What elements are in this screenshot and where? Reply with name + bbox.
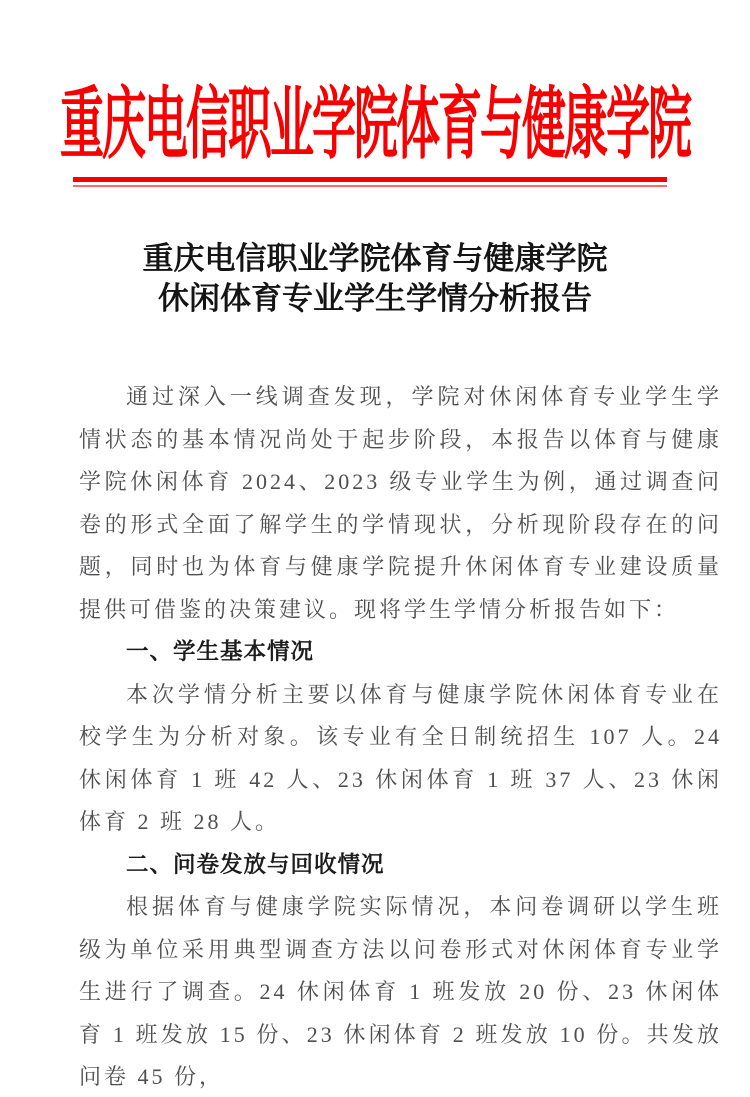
section-heading-1: 一、学生基本情况 bbox=[126, 639, 315, 664]
masthead-rule-thick bbox=[73, 177, 667, 182]
report-title bbox=[0, 239, 750, 319]
college-logo-text: 重庆电信职业学院体育与健康学院 bbox=[60, 81, 690, 169]
masthead-rule-thin bbox=[73, 185, 667, 187]
report-title-line-1: 重庆电信职业学院体育与健康学院 bbox=[142, 241, 608, 276]
section-heading-2: 二、问卷发放与回收情况 bbox=[126, 851, 385, 877]
masthead bbox=[0, 0, 750, 187]
report-title-line-2: 休闲体育专业学生学情分析报告 bbox=[158, 281, 592, 316]
intro-paragraph: 通过深入一线调查发现，学院对休闲体育专业学生学情状态的基本情况尚处于起步阶段，本报告以体育与健康学院休闲体育 2024、2023 级专业学生为例，通过调查问卷的形式全面了解学生的学情现状，分析现阶段存在的问题，同时也为体育与健康学院提升休闲体育专业建设质量提供可借鉴的决策建议。现将学生学情分析报告如下： bbox=[79, 384, 722, 622]
section-1-paragraph: 本次学情分析主要以体育与健康学院休闲体育专业在校学生为分析对象。该专业有全日制统招生 107 人。24 休闲体育 1 班 42 人、23 休闲体育 1 班 37 人、23 休闲体育 2 班 28 人。 bbox=[79, 681, 722, 834]
section-2-paragraph: 根据体育与健康学院实际情况，本问卷调研以学生班级为单位采用典型调查方法以问卷形式对休闲体育专业学生进行了调查。24 休闲体育 1 班发放 20 份、23 休闲体育 1 班发放 15 份、23 休闲体育 2 班发放 10 份。共发放问卷 45 份， bbox=[79, 894, 722, 1089]
report-body bbox=[79, 376, 722, 1097]
